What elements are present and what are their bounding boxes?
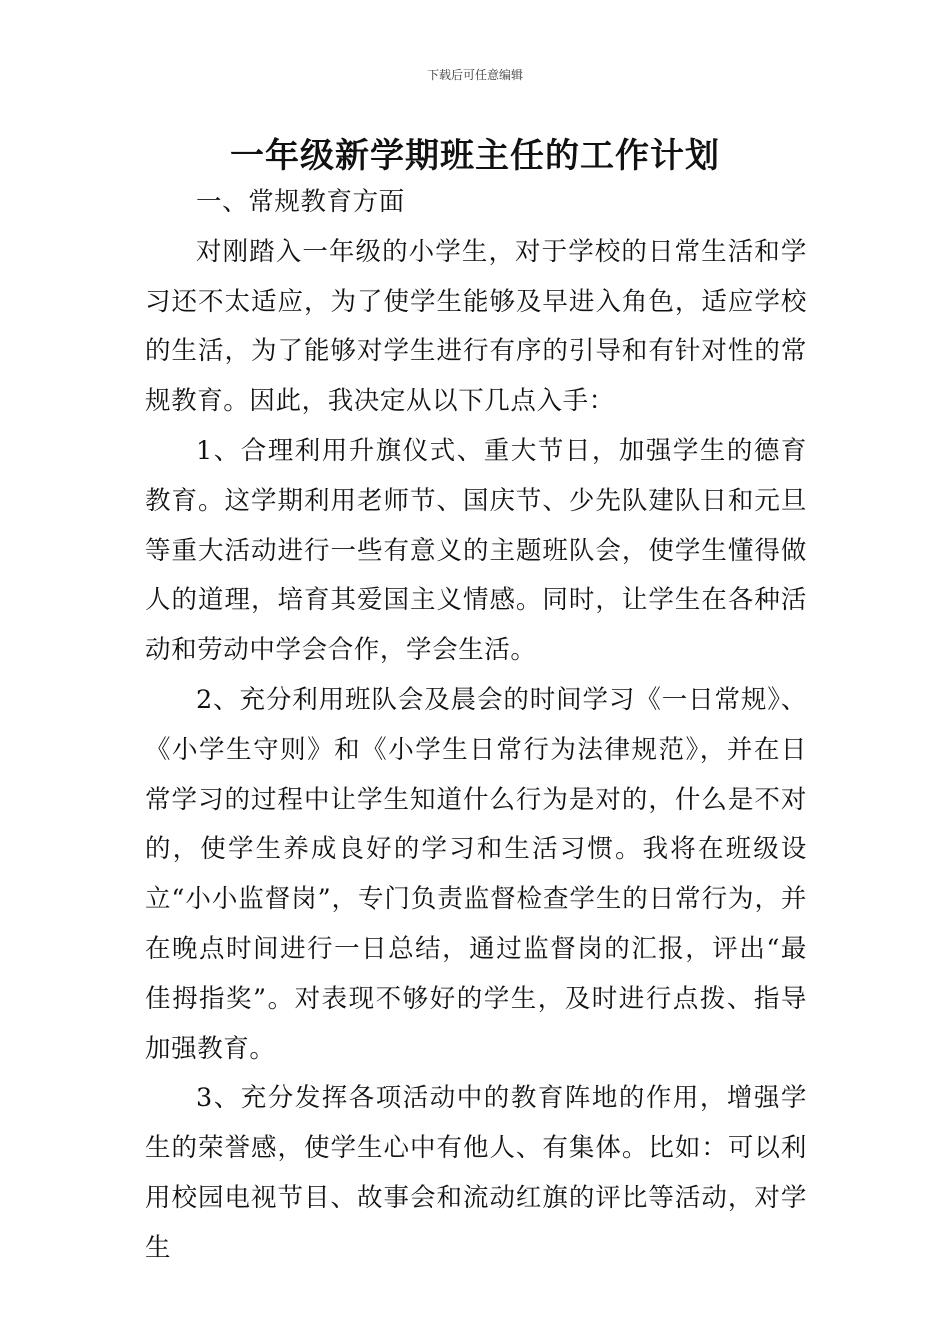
body-paragraph-2: 2、充分利用班队会及晨会的时间学习《一日常规》、《小学生守则》和《小学生日常行为法律规范》，并在日常学习的过程中让学生知道什么行为是对的，什么是不对的，使学生养成良好的学习和生活习惯。我将在班级设立“小小监督岗”，专门负责监督检查学生的日常行为，并在晚点时间进行一日总结，通过监督岗的汇报，评出“最佳拇指奖”。对表现不够好的学生，及时进行点拨、指导加强教育。: [145, 684, 808, 1064]
document-body: [145, 178, 807, 1274]
body-paragraph-intro: 对刚踏入一年级的小学生，对于学校的日常生活和学习还不太适应，为了使学生能够及早进入角色，适应学校的生活，为了能够对学生进行有序的引导和有针对性的常规教育。因此，我决定从以下几点入手：: [145, 236, 807, 417]
header-note: 下载后可任意编辑: [426, 68, 523, 82]
document-title: 一年级新学期班主任的工作计划: [230, 136, 720, 176]
body-paragraph-1: 1、合理利用升旗仪式、重大节日，加强学生的德育教育。这学期利用老师节、国庆节、少先队建队日和元旦等重大活动进行一些有意义的主题班队会，使学生懂得做人的道理，培育其爱国主义情感。同时，让学生在各种活动和劳动中学会合作，学会生活。: [145, 435, 807, 666]
body-paragraph-3: 3、充分发挥各项活动中的教育阵地的作用，增强学生的荣誉感，使学生心中有他人、有集体。比如：可以利用校园电视节目、故事会和流动红旗的评比等活动，对学生: [145, 1083, 807, 1263]
section-heading: 一、常规教育方面: [196, 187, 405, 217]
